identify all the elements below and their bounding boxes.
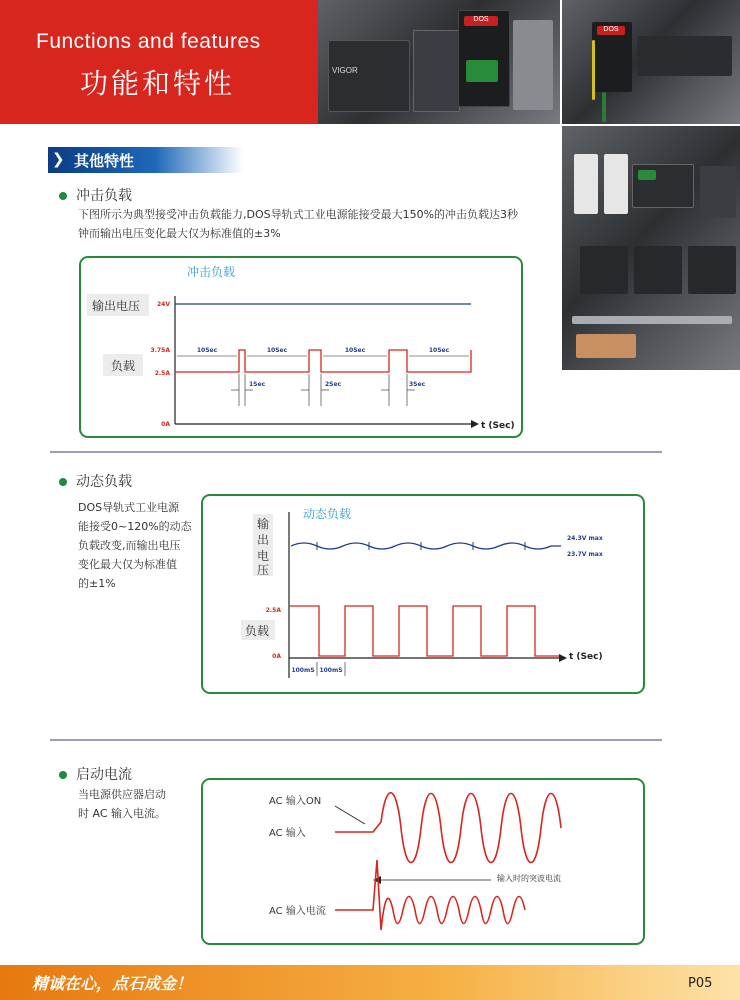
out-char-2: 出: [256, 533, 270, 547]
header-photo-plc: [318, 0, 560, 124]
y-label-25a: 2.5A: [154, 370, 170, 377]
impact-heading: 冲击负载: [76, 188, 132, 204]
dynamic-load-waveform: [289, 606, 559, 656]
max-hi-label: 24.3V max: [567, 535, 603, 542]
bullet-dot-icon: [59, 771, 67, 779]
pulse-label-3: 3Sec: [409, 381, 426, 388]
y-label-24v: 24V: [157, 301, 170, 308]
y-label-0a: 0A: [272, 653, 281, 660]
header-photo-right: [562, 0, 740, 124]
dynamic-description: DOS导轨式工业电源 能接受0~120%的动态 负载改变,而输出电压 变化最大仅为标准值 的±1%: [78, 501, 192, 590]
x-axis-arrow-icon: [559, 654, 567, 662]
voltage-ripple: [291, 543, 561, 549]
period-label-2: 100mS: [319, 667, 343, 674]
load-waveform: [175, 350, 471, 372]
startup-description: 当电源供应器启动 时 AC 输入电流。: [78, 788, 167, 820]
pulse-label-2: 2Sec: [325, 381, 342, 388]
out-char-3: 电: [256, 549, 270, 563]
startup-heading: 启动电流: [76, 767, 132, 783]
startup-chart-box: [201, 778, 645, 945]
startup-chart: [203, 780, 643, 943]
pulse-label-1: 1Sec: [249, 381, 266, 388]
dynamic-chart-box: [201, 494, 645, 694]
divider-2: [50, 739, 662, 741]
x-axis-arrow-icon: [471, 420, 479, 428]
dynamic-chart: [203, 496, 643, 692]
ripple-ticks: [317, 542, 525, 550]
dynamic-chart-title: 动态负载: [303, 507, 352, 521]
duration-label-1: 10Sec: [196, 347, 218, 354]
y-label-0a: 0A: [161, 421, 170, 428]
ac-on-pointer: [335, 806, 365, 824]
y-label-375a: 3.75A: [150, 347, 170, 354]
section-title-bar: [48, 147, 243, 173]
out-char-4: 压: [256, 563, 270, 577]
period-label-1: 100mS: [291, 667, 315, 674]
out-char-1: 输: [256, 517, 270, 531]
header-title-en: Functions and features: [36, 30, 261, 53]
divider-1: [50, 451, 662, 453]
ac-input-label: AC 输入: [269, 828, 306, 839]
impact-description: 下图所示为典型接受冲击负载能力,DOS导轨式工业电源能接受最大150%的冲击负载达3秒 钟而输出电压变化最大仅为标准值的±3%: [78, 208, 519, 240]
ac-current-wave: [335, 860, 525, 930]
chevron-right-icon: ❯: [52, 150, 65, 168]
max-lo-label: 23.7V max: [567, 551, 603, 558]
duration-label-2: 10Sec: [266, 347, 288, 354]
page-number: P05: [688, 976, 713, 991]
dos-label: DOS: [464, 16, 498, 26]
x-axis-label: t (Sec): [569, 652, 603, 662]
inrush-label: 输入时的突波电流: [497, 874, 561, 883]
impact-chart: [81, 258, 521, 436]
duration-label-4: 10Sec: [428, 347, 450, 354]
load-label: 负载: [111, 359, 136, 373]
bullet-dot-icon: [59, 192, 67, 200]
duration-markers: [177, 356, 469, 406]
header-title-cn: 功能和特性: [80, 67, 236, 100]
ac-current-label: AC 输入电流: [269, 906, 326, 917]
dos-label-2: DOS: [597, 26, 625, 35]
x-axis-label: t (Sec): [481, 421, 515, 431]
dynamic-load-label: 负载: [245, 624, 270, 638]
footer-slogan: 精诚在心，点石成金！: [32, 974, 193, 993]
bullet-dot-icon: [59, 478, 67, 486]
ac-input-wave: [335, 793, 561, 863]
y-label-25a: 2.5A: [265, 607, 281, 614]
output-voltage-label: 输出电压: [92, 299, 141, 313]
vigor-label: VIGOR: [332, 66, 358, 75]
ac-on-label: AC 输入ON: [269, 796, 322, 807]
impact-chart-title: 冲击负载: [187, 265, 236, 279]
impact-chart-box: [79, 256, 523, 438]
side-photo-cabinet: [562, 126, 740, 370]
duration-label-3: 10Sec: [344, 347, 366, 354]
dynamic-heading: 动态负载: [76, 474, 132, 490]
section-title: 其他特性: [74, 152, 135, 170]
inrush-arrow-icon: [373, 876, 381, 884]
